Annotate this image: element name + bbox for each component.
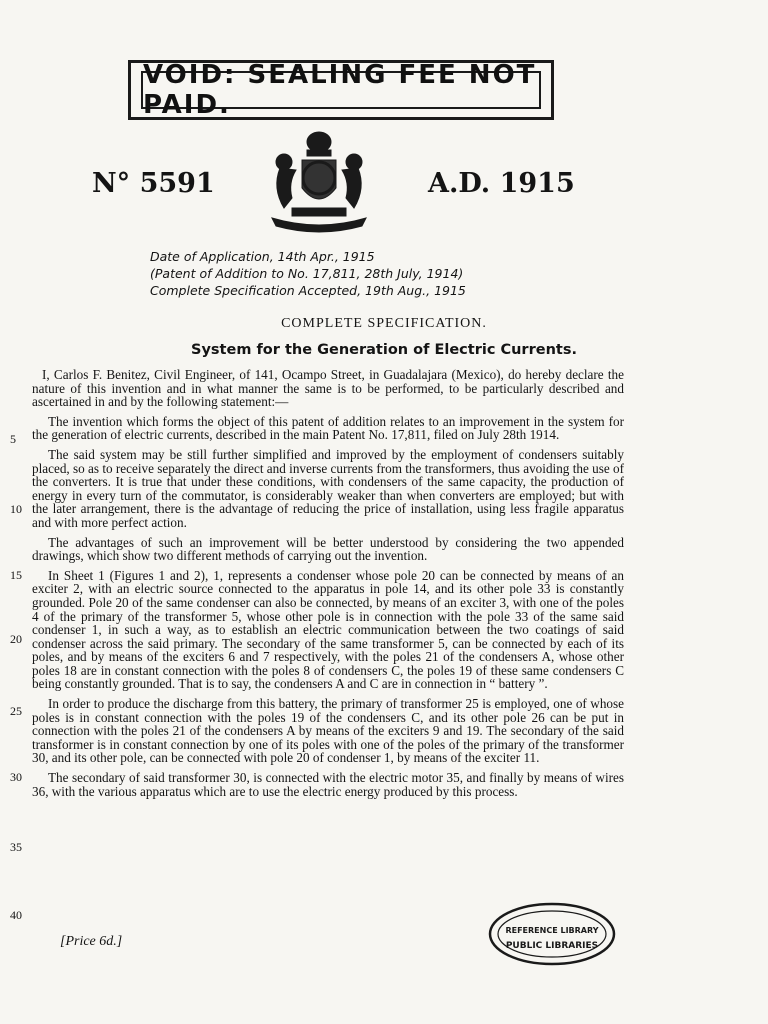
margin-line-number: 25 [10, 704, 22, 718]
paragraph: In Sheet 1 (Figures 1 and 2), 1, represents a condenser whose pole 20 can be connected by means of an exciter 2, with an electric source connected to the apparatus in pole 14, and its other pole 33 is constantly grounded. Pole 20 of the same condenser can also be connected, by means of an exciter 3, with one of the poles 4 of the primary of the transformer 5, whose other pole is in connection with the pole 33 of the same said condenser 1, in such a way, as to establish an electric communication between the two coatings of said condenser across the said primary. The secondary of the same transformer 5, can be connected by each of its poles, and by means of the exciters 6 and 7 respectively, with the poles 21 of the condensers A, whose other poles 18 are in constant connection with the poles 8 of condensers C, the poles 19 of these same condensers C being constantly grounded. That is to say, the condensers A and C are in connection in “ battery ”. [32, 567, 624, 692]
margin-line-number: 20 [10, 632, 22, 646]
library-stamp [486, 900, 618, 968]
margin-line-number: 35 [10, 840, 22, 854]
patent-number: N° 5591 [92, 168, 215, 199]
library-stamp-line1: REFERENCE LIBRARY [505, 926, 599, 935]
margin-line-number: 30 [10, 770, 22, 784]
paragraph: The invention which forms the object of this patent of addition relates to an improvement in the system for the generation of electric currents, described in the main Patent No. 17,811, filed on July 28th 1914. [32, 413, 624, 443]
paragraph: The secondary of said transformer 30, is connected with the electric motor 35, and finally by means of wires 36, with the various apparatus which are to use the electric energy produced by this process. [32, 770, 624, 799]
paragraph-intro: I, Carlos F. Benitez, Civil Engineer, of 141, Ocampo Street, in Guadalajara (Mexico), do hereby declare the nature of this invention and in what manner the same is to be performed, to be particularly described and ascertained in and by the following statement:— [32, 367, 624, 410]
margin-line-number: 5 [10, 432, 16, 446]
document-title: System for the Generation of Electric Currents. [191, 342, 577, 358]
patent-year: A.D. 1915 [428, 168, 575, 199]
void-stamp [128, 60, 554, 120]
date-patent-addition: (Patent of Addition to No. 17,811, 28th July, 1914) [150, 266, 464, 281]
royal-coat-of-arms-icon [262, 128, 376, 236]
body-text [32, 368, 624, 804]
spec-heading: COMPLETE SPECIFICATION. [281, 316, 487, 331]
paragraph: The advantages of such an improvement will be better understood by considering the two appended drawings, which show two different methods of carrying out the invention. [32, 534, 624, 564]
library-stamp-line2: PUBLIC LIBRARIES [505, 941, 599, 951]
void-stamp-text: VOID: SEALING FEE NOT PAID. [141, 71, 541, 109]
date-accepted: Complete Specification Accepted, 19th Aug., 1915 [150, 283, 466, 298]
price-label: [Price 6d.] [60, 934, 123, 949]
margin-line-number: 40 [10, 908, 22, 922]
date-application: Date of Application, 14th Apr., 1915 [150, 249, 375, 264]
margin-line-number: 15 [10, 568, 22, 582]
margin-line-number: 10 [10, 502, 22, 516]
paragraph: In order to produce the discharge from this battery, the primary of transformer 25 is employed, one of whose poles is in constant connection with the poles 19 of the condensers C, and its other pole 26 can be put in connection with the poles 21 of the condensers A by means of the exciters 9 and 19. The secondary of the said transformer is in constant connection by one of its poles with one of the poles of the primary of the transformer 30, and its other pole, can be connected with pole 20 of condenser 1, by means of the exciter 11. [32, 696, 624, 766]
dates-block [150, 248, 466, 299]
paragraph: The said system may be still further simplified and improved by the employment of condensers suitably placed, so as to receive separately the direct and inverse currents from the transformers, thus avoiding the use of the converters. It is true that under these conditions, with condensers of the same capacity, the production of energy in every turn of the commutator, is considerably weaker than when converters are employed; but with the later arrangement, there is the advantage of reducing the price of installation, using less fragile apparatus and with more perfect action. [32, 446, 624, 530]
